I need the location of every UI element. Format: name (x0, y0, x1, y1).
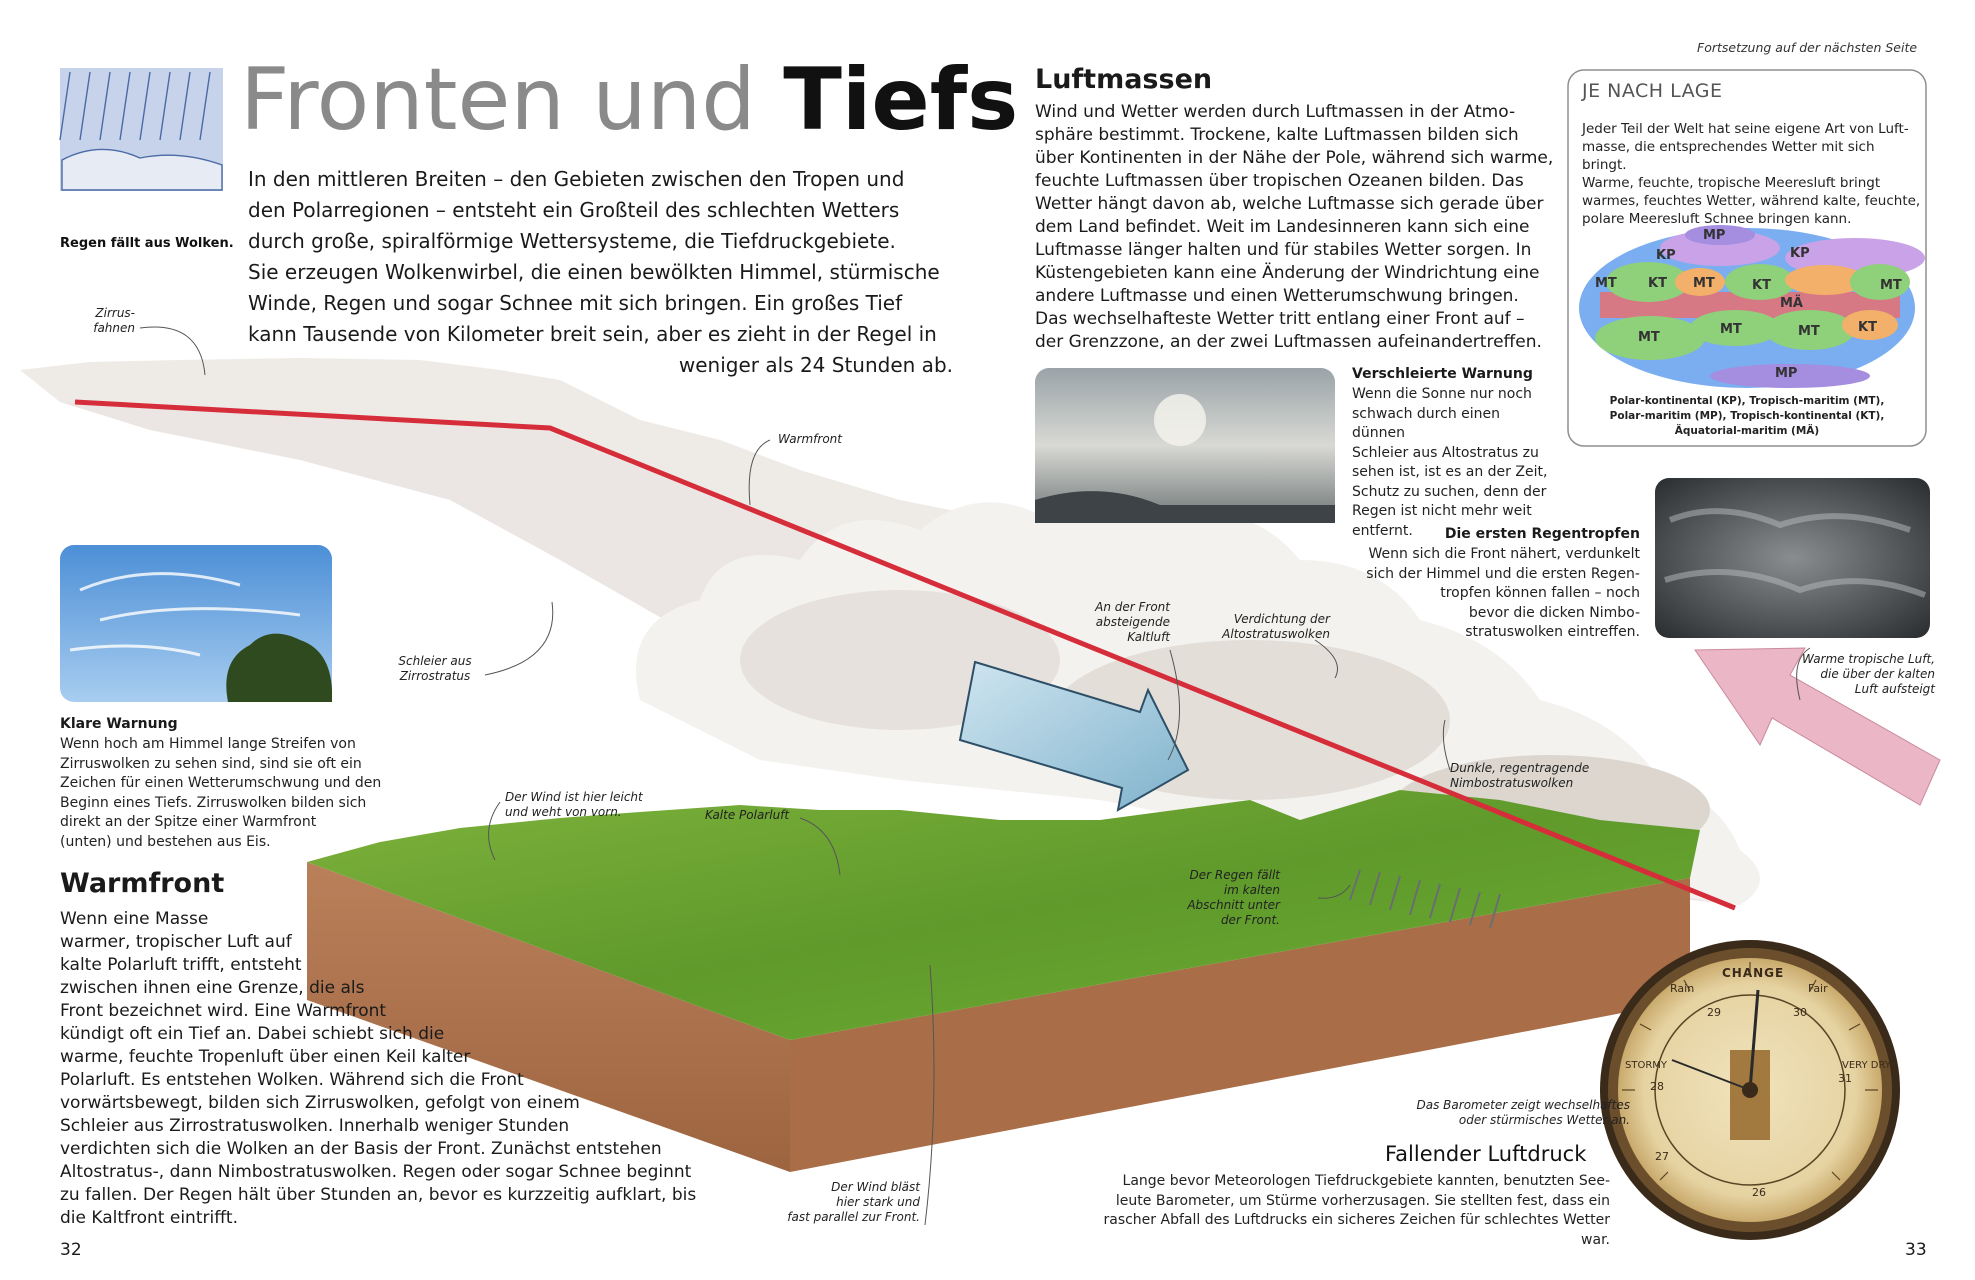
map-legend: Polar-kontinental (KP), Tropisch-maritim (MT), Polar-maritim (MP), Tropisch-kontinental (KT), Äquatorial-maritim (MÄ) (1609, 395, 1885, 437)
label-zirrusfahnen: Zirrus- fahnen (93, 306, 135, 335)
map-label-kp-east: KP (1790, 246, 1810, 261)
verschleierte-text: Wenn die Sonne nur noch schwach durch einen dünnen Schleier aus Altostratus zu sehen ist, ist es an der Zeit, Schutz zu suchen, denn der Regen ist nicht mehr weit entfernt. (1352, 386, 1548, 539)
map-label-kt-1: KT (1648, 276, 1667, 291)
regentropfen-text: Wenn sich die Front nähert, verdunkelt sich der Himmel und die ersten Regen- tropfen können fallen – noch bevor die dicken Nimbo- stratuswolken eintreffen. (1366, 546, 1640, 640)
map-label-kt-3: KT (1858, 320, 1877, 335)
page-title (240, 50, 1018, 150)
label-warme-luft: Warme tropische Luft, die über der kalten Luft aufsteigt (1801, 652, 1935, 696)
map-label-ma: MÄ (1780, 296, 1803, 311)
je-nach-lage-heading: JE NACH LAGE (1582, 80, 1723, 102)
barometer-fair-label: Fair (1808, 982, 1828, 995)
warmfront-heading: Warmfront (60, 868, 225, 899)
barometer-num-26: 26 (1752, 1186, 1766, 1199)
label-wind-leicht: Der Wind ist hier leicht und weht von vorn. (505, 790, 643, 819)
barometer-verydry-label: VERY DRY (1842, 1060, 1891, 1071)
page-number-right: 33 (1905, 1240, 1927, 1260)
fallender-heading: Fallender Luftdruck (1385, 1142, 1587, 1166)
label-regen-faellt: Der Regen fällt im kalten Abschnitt unter der Front. (1187, 868, 1280, 927)
fallender-text: Lange bevor Meteorologen Tiefdruckgebiete kannten, benutzten See- leute Barometer, um Stürme vorherzusagen. Sie stellten fest, dass ein rascher Abfall des Luftdrucks ein sicheres Zeichen für schlechtes Wetter war. (1103, 1173, 1610, 1248)
map-label-mt-3: MT (1880, 278, 1902, 293)
warmfront-text: Wenn eine Masse warmer, tropischer Luft auf kalte Polarluft trifft, entsteht zwischen ihnen eine Grenze, die als Front bezeichnet wird. Eine Warmfront kündigt oft ein Tief an. Dabei schiebt sich die warme, feuchte Tropenluft über einen Keil kalter Polarluft. Es entstehen Wolken. Während sich die Front vorwärtsbewegt, bilden sich Zirruswolken, gefolgt von einem Schleier aus Zirrostratuswolken. Innerhalb weniger Stunden verdichten sich die Wolken an der Basis der Front. Zunächst entstehen Altostratus-, dann Nimbostratuswolken. Regen oder sogar Schnee beginnt zu fallen. Der Regen hält über Stunden an, bevor es kurzzeitig aufklart, bis die Kaltfront eintrifft. (60, 909, 697, 1228)
barometer-num-31: 31 (1838, 1072, 1852, 1085)
map-label-mp-bottom: MP (1775, 366, 1798, 381)
label-dunkle-nimbostratus: Dunkle, regentragende Nimbostratuswolken (1450, 761, 1590, 790)
barometer-stormy-label: STORMY (1625, 1060, 1668, 1071)
map-label-mt-1: MT (1595, 276, 1617, 291)
title-light: Fronten und (240, 50, 756, 150)
barometer-num-28: 28 (1650, 1080, 1664, 1093)
barometer-caption: Das Barometer zeigt wechselhaftes oder stürmisches Wetter an. (1416, 1098, 1630, 1127)
verschleierte-heading: Verschleierte Warnung (1352, 366, 1533, 382)
page-number-left: 32 (60, 1240, 82, 1260)
label-absteigende-kaltluft: An der Front absteigende Kaltluft (1095, 600, 1170, 644)
veiled-sun (1154, 394, 1206, 446)
map-label-mt-6: MT (1798, 324, 1820, 339)
barometer-num-30: 30 (1793, 1006, 1807, 1019)
map-label-mt-2: MT (1693, 276, 1715, 291)
barometer-change-label: CHANGE (1722, 966, 1785, 980)
je-nach-lage-text: Jeder Teil der Welt hat seine eigene Art von Luft- masse, die entsprechendes Wetter mit sich bringt. Warme, feuchte, tropische Meeresluft bringt warmes, feuchtes Wetter, während kalte, feuchte, polare Meeresluft Schnee bringen kann. (1582, 121, 1921, 227)
barometer-rain-label: Rain (1670, 982, 1695, 995)
label-warmfront: Warmfront (778, 432, 842, 446)
barometer-num-29: 29 (1707, 1006, 1721, 1019)
map-label-kp-west: KP (1656, 248, 1676, 263)
regentropfen-heading: Die ersten Regentropfen (1444, 526, 1640, 542)
map-label-mp-top: MP (1703, 228, 1726, 243)
luftmassen-heading: Luftmassen (1035, 64, 1213, 95)
klare-warnung-text: Wenn hoch am Himmel lange Streifen von Zirruswolken zu sehen sind, sind sie oft ein Zeichen für einen Wetterumschwung und den Beginn eines Tiefs. Zirruswolken bilden sich direkt an der Spitze einer Warmfront (unten) und bestehen aus Eis. (60, 736, 382, 850)
title-bold: Tiefs (783, 50, 1019, 150)
label-wind-stark: Der Wind bläst hier stark und fast parallel zur Front. (787, 1180, 920, 1224)
storm-clouds-photo (1655, 478, 1930, 638)
label-verdichtung: Verdichtung der Altostratuswolken (1222, 612, 1330, 641)
continuation-note: Fortsetzung auf der nächsten Seite (1697, 40, 1918, 55)
map-label-mt-5: MT (1720, 322, 1742, 337)
corner-image-caption: Regen fällt aus Wolken. (60, 236, 234, 251)
label-schleier: Schleier aus Zirrostratus (398, 654, 472, 683)
label-kalte-polarluft: Kalte Polarluft (705, 808, 790, 822)
luftmassen-text: Wind und Wetter werden durch Luftmassen in der Atmo- sphäre bestimmt. Trockene, kalte Luftmassen bilden sich über Kontinenten in der Nähe der Pole, während sich warme, feuchte Luftmassen über tropischen Ozeanen bilden. Das Wetter hängt davon ab, welche Luftmasse sich gerade über dem Land befindet. Weit im Landesinneren kann sich eine Luftmasse länger halten und für stabiles Wetter sorgen. In Küstengebieten kann eine Änderung der Windrichtung eine andere Luftmasse und einen Wetterumschwung bringen. Das wechselhafteste Wetter tritt entlang einer Front auf – der Grenzzone, an der zwei Luftmassen aufeinandertreffen. (1035, 102, 1554, 352)
map-label-kt-2: KT (1752, 278, 1771, 293)
barometer-num-27: 27 (1655, 1150, 1669, 1163)
barometer-hub (1742, 1082, 1758, 1098)
intro-paragraph: In den mittleren Breiten – den Gebieten zwischen den Tropen und den Polarregionen – entsteht ein Großteil des schlechten Wetters durch große, spiralförmige Wettersysteme, die Tiefdruckgebiete. Sie erzeugen Wolkenwirbel, die einen bewölkten Himmel, stürmische Winde, Regen und sogar Schnee mit sich bringen. Ein großes Tief kann Tausende von Kilometer breit sein, aber es zieht in der Regel in weniger als 24 Stunden ab. (248, 167, 953, 377)
klare-warnung-heading: Klare Warnung (60, 716, 178, 732)
map-label-mt-4: MT (1638, 330, 1660, 345)
